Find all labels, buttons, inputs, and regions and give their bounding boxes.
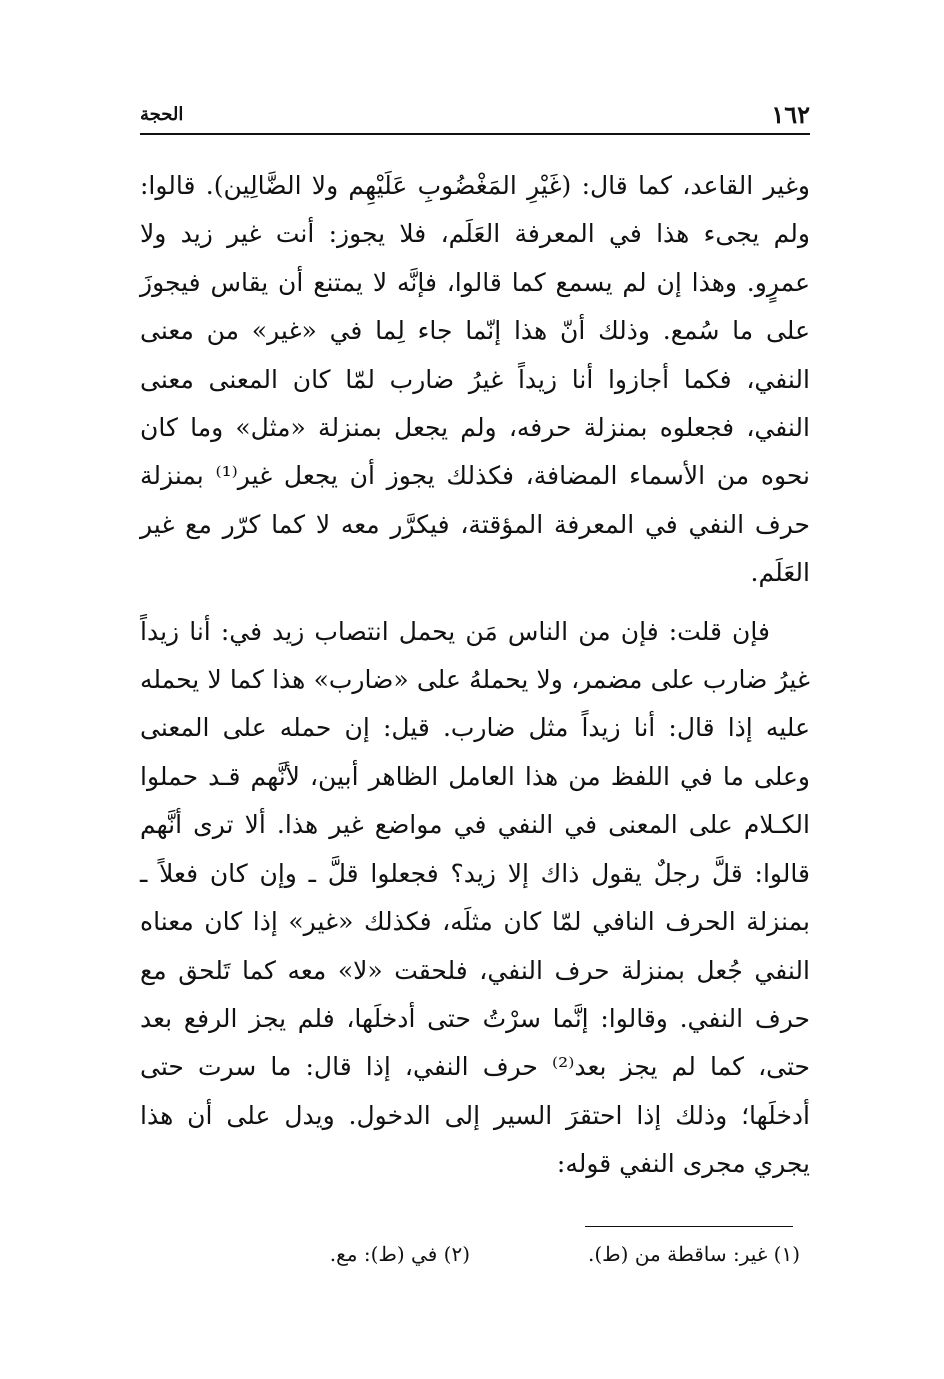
footnote-1: (١) غير: ساقطة من (ط). (588, 1242, 800, 1266)
footnotes (140, 1236, 810, 1272)
footnote-rule (585, 1226, 793, 1227)
paragraph-gap (140, 598, 810, 608)
running-title: الحجة (140, 104, 184, 125)
page-number: ١٦٢ (771, 100, 810, 129)
paragraph-1: وغير القاعد، كما قال: (غَيْرِ المَغْضُوبِ عَلَيْهِم ولا الضَّالِين). قالوا: ولم يجىء هذا في المعرفة العَلَم، فلا يجوز: أنت غير زيد ولا عمرٍو. وهذا إن لم يسمع كما قالوا، فإنَّه لا يمتنع أن يقاس فيجوزَ على ما سُمع. وذلك أنّ هذا إنّما جاء لِما في «غير» من معنى النفي، فكما أجازوا أنا زيداً غيرُ ضارب لمّا كان المعنى معنى النفي، فجعلوه بمنزلة حرفه، ولم يجعل بمنزلة «مثل» وما كان نحوه من الأسماء المضافة، فكذلك يجوز أن يجعل غير⁽¹⁾ بمنزلة حرف النفي في المعرفة المؤقتة، فيكرَّر معه لا كما كرّر مع غير العَلَم. (140, 171, 810, 588)
header-rule (140, 133, 810, 135)
page-header (140, 100, 810, 130)
footnote-2: (٢) في (ط): مع. (329, 1242, 470, 1266)
body-text (140, 162, 810, 1189)
paragraph-2: فإن قلت: فإن من الناس مَن يحمل انتصاب زيد في: أنا زيداً غيرُ ضارب على مضمر، ولا يحملهُ على «ضارب» هذا كما لا يحمله عليه إذا قال: أنا زيداً مثل ضارب. قيل: إن حمله على المعنى وعلى ما في اللفظ من هذا العامل الظاهر أبين، لأنَّهم قـد حملوا الكـلام على المعنى في النفي في مواضع غير هذا. ألا ترى أنَّهم قالوا: قلَّ رجلٌ يقول ذاك إلا زيد؟ فجعلوا قلَّ ـ وإن كان فعلاً ـ بمنزلة الحرف النافي لمّا كان مثلَه، فكذلك «غير» إذا كان معناه النفي جُعل بمنزلة حرف النفي، فلحقت «لا» معه كما تَلحق مع حرف النفي. وقالوا: إنَّما سرْتُ حتى أدخلَها، فلم يجز الرفع بعد حتى، كما لم يجز بعد⁽²⁾ حرف النفي، إذا قال: ما سرت حتى أدخلَها؛ وذلك إذا احتقرَ السير إلى الدخول. ويدل على أن هذا يجري مجرى النفي قوله: (140, 616, 810, 1179)
